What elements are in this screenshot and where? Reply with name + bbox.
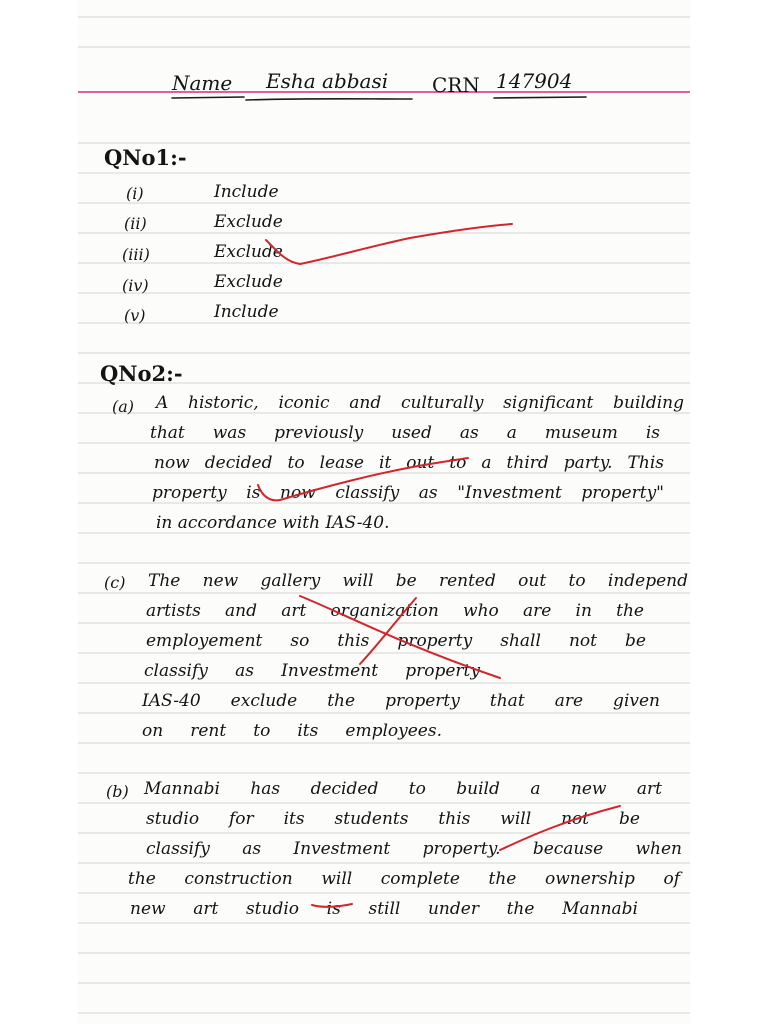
q2a-line: property is now classify as "Investment property" — [152, 483, 664, 503]
red-strike-q2b — [312, 904, 352, 907]
crn-label: CRN — [432, 73, 480, 97]
q1-answer-text: Exclude — [214, 212, 283, 232]
q1-answer-text: Exclude — [214, 272, 283, 292]
q2c-line: artists and art organization who are in the — [146, 601, 644, 621]
name-value: Esha abbasi — [266, 69, 389, 93]
name-underline — [172, 97, 244, 98]
q1-title: QNo1:- — [104, 145, 187, 170]
q2c-line: The new gallery will be rented out to independ — [148, 571, 688, 591]
name-label: Name — [172, 71, 233, 95]
q1-answer-number: (ii) — [124, 214, 147, 233]
q2a-line: A historic, iconic and culturally significant building — [156, 393, 684, 413]
q2a-line: in accordance with IAS-40. — [156, 513, 390, 533]
q1-answer-number: (i) — [126, 184, 144, 203]
q1-answer-number: (v) — [124, 306, 146, 325]
q2c-label: (c) — [104, 573, 126, 592]
q2b-label: (b) — [106, 782, 129, 801]
q1-answer-text: Exclude — [214, 242, 283, 262]
q2-title: QNo2:- — [100, 361, 183, 386]
q1-answer-text: Include — [214, 302, 279, 322]
q2c-line: IAS-40 exclude the property that are given — [142, 691, 660, 711]
q2a-line: now decided to lease it out to a third party. This — [154, 453, 664, 473]
q1-answer-number: (iv) — [122, 276, 149, 295]
red-cross-mark-q2c — [300, 596, 500, 678]
q1-answer-number: (iii) — [122, 245, 150, 264]
q2c-line: employement so this property shall not be — [146, 631, 646, 651]
q2b-line: studio for its students this will not be — [146, 809, 640, 829]
q2b-line: new art studio is still under the Mannabi — [130, 899, 638, 919]
q1-answer-text: Include — [214, 182, 279, 202]
red-correction-mark-q2b — [500, 806, 620, 850]
crn-value: 147904 — [496, 69, 573, 93]
q2b-line: the construction will complete the ownership of — [128, 869, 680, 889]
q2c-line: on rent to its employees. — [142, 721, 442, 741]
q2a-label: (a) — [112, 397, 135, 416]
crn-underline — [494, 97, 586, 98]
red-correction-mark-q1 — [266, 224, 512, 264]
q2c-line: classify as Investment property — [144, 661, 480, 681]
q2b-line: classify as Investment property. because when — [146, 839, 682, 859]
q2a-line: that was previously used as a museum is — [150, 423, 660, 443]
red-correction-mark-q2a — [258, 458, 468, 500]
name-value-underline — [246, 99, 412, 100]
red-cross-mark-q2c — [360, 598, 416, 664]
q2b-line: Mannabi has decided to build a new art — [144, 779, 662, 799]
